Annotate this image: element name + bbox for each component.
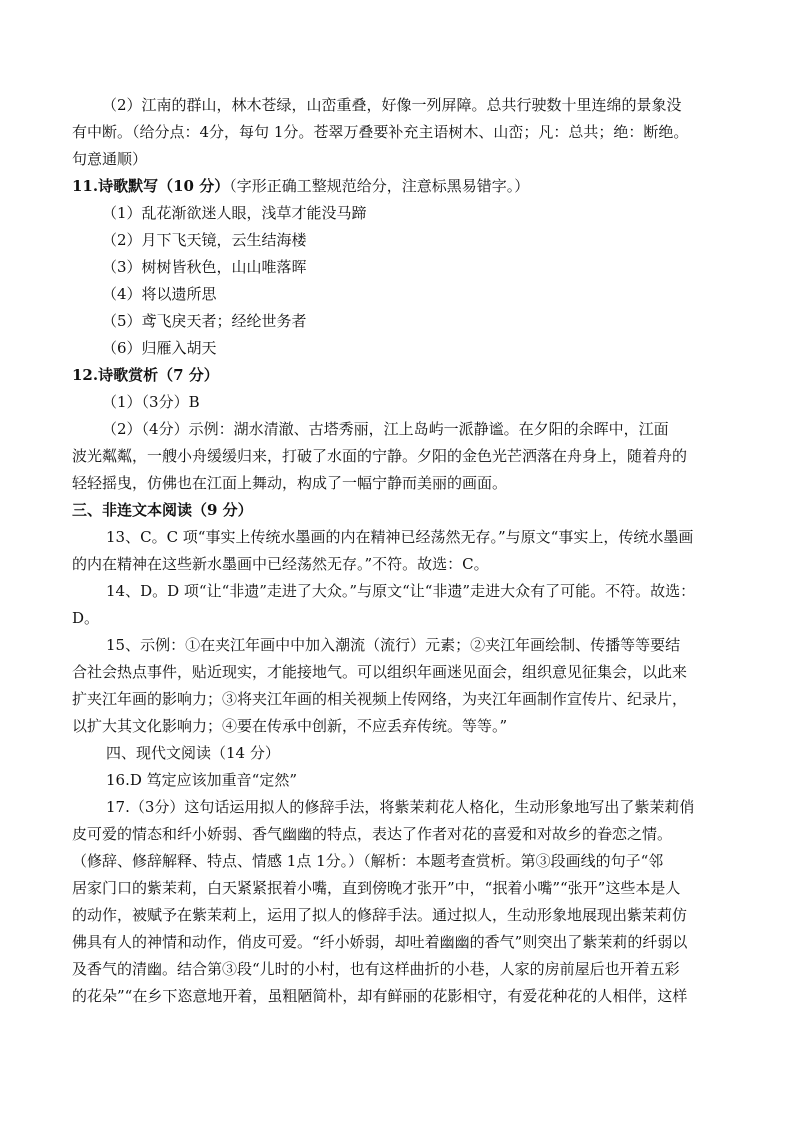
text-line bbox=[72, 821, 732, 848]
line-text: 以扩大其文化影响力；④要在传承中创新，不应丢弃传统。等等。” bbox=[72, 717, 508, 735]
text-line bbox=[72, 254, 732, 281]
text-line bbox=[72, 983, 732, 1010]
line-text: （1）（3分）B bbox=[102, 393, 200, 411]
text-line bbox=[72, 794, 732, 821]
line-text: （2）月下飞天镜，云生结海楼 bbox=[102, 231, 307, 249]
line-text: 14、D。D 项“让“非遗”走进了大众。”与原文“让“非遗”走进大众有了可能。不符。故选： bbox=[106, 582, 696, 600]
section-heading: 11.诗歌默写（10 分） bbox=[72, 177, 230, 195]
text-line bbox=[72, 902, 732, 929]
line-text: （5）鸢飞戾天者；经纶世务者 bbox=[102, 312, 307, 330]
text-line bbox=[72, 551, 732, 578]
text-line bbox=[72, 227, 732, 254]
text-line bbox=[72, 119, 732, 146]
line-text: 的内在精神在这些新水墨画中已经荡然无存。”不符。故选：C。 bbox=[72, 555, 489, 573]
text-line bbox=[72, 578, 732, 605]
text-line bbox=[72, 443, 732, 470]
line-text: （6）归雁入胡天 bbox=[102, 339, 217, 357]
text-line bbox=[72, 848, 732, 875]
line-text: （3）树树皆秋色，山山唯落晖 bbox=[102, 258, 307, 276]
text-line bbox=[72, 659, 732, 686]
line-text: 居家门口的紫茉莉，白天紧紧抿着小嘴，直到傍晚才张开”中，“抿着小嘴”“张开”这些本是人 bbox=[72, 879, 681, 897]
text-line bbox=[72, 416, 732, 443]
line-text: （4）将以遗所思 bbox=[102, 285, 217, 303]
text-line bbox=[72, 200, 732, 227]
line-text: 合社会热点事件，贴近现实，才能接地气。可以组织年画迷见面会，组织意见征集会，以此来 bbox=[72, 663, 688, 681]
line-text: 扩夹江年画的影响力；③将夹江年画的相关视频上传网络，为夹江年画制作宣传片、纪录片， bbox=[72, 690, 688, 708]
line-text: （2）（4分）示例：湖水清澈、古塔秀丽，江上岛屿一派静谧。在夕阳的余晖中，江面 bbox=[102, 420, 669, 438]
text-line bbox=[72, 470, 732, 497]
line-text: 佛具有人的神情和动作，俏皮可爱。“纤小娇弱，却吐着幽幽的香气”则突出了紫茉莉的纤弱以 bbox=[72, 933, 688, 951]
section-heading-line bbox=[72, 362, 732, 389]
line-text: （字形正确工整规范给分，注意标黑易错字。） bbox=[229, 177, 530, 195]
text-line bbox=[72, 281, 732, 308]
line-text: （2）江南的群山，林木苍绿，山峦重叠，好像一列屏障。总共行驶数十里连绵的景象没 bbox=[102, 96, 682, 114]
section-heading: 12.诗歌赏析（7 分） bbox=[72, 366, 219, 384]
section-heading-line bbox=[72, 497, 732, 524]
line-text: （1）乱花渐欲迷人眼，浅草才能没马蹄 bbox=[102, 204, 367, 222]
line-text: （修辞、修辞解释、特点、情感 1点 1分。）（解析：本题考查赏析。第③段画线的句子“邻 bbox=[72, 852, 664, 870]
text-line bbox=[72, 929, 732, 956]
answer-text-block bbox=[72, 92, 732, 1010]
line-text: 轻轻摇曳，仿佛也在江面上舞动，构成了一幅宁静而美丽的画面。 bbox=[72, 474, 508, 492]
line-text: 17.（3分）这句话运用拟人的修辞手法，将紫茉莉花人格化，生动形象地写出了紫茉莉俏 bbox=[106, 798, 695, 816]
line-text: 16.D 笃定应该加重音“定然” bbox=[106, 771, 297, 789]
text-line bbox=[72, 956, 732, 983]
text-line bbox=[72, 524, 732, 551]
line-text: 波光粼粼，一艘小舟缓缓归来，打破了水面的宁静。夕阳的金色光芒洒落在舟身上，随着舟的 bbox=[72, 447, 688, 465]
line-text: 13、C。C 项“事实上传统水墨画的内在精神已经荡然无存。”与原文“事实上，传统水墨画 bbox=[106, 528, 694, 546]
text-line bbox=[72, 713, 732, 740]
line-text: 的花朵”“在乡下恣意地开着，虽粗陋简朴，却有鲜丽的花影相守，有爱花种花的人相伴，这样 bbox=[72, 987, 688, 1005]
text-line bbox=[72, 389, 732, 416]
text-line bbox=[72, 92, 732, 119]
text-line bbox=[72, 308, 732, 335]
line-text: 的动作，被赋予在紫茉莉上，运用了拟人的修辞手法。通过拟人，生动形象地展现出紫茉莉仿 bbox=[72, 906, 688, 924]
text-line bbox=[72, 686, 732, 713]
text-line bbox=[72, 875, 732, 902]
line-text: 有中断。（给分点：4分，每句 1分。苍翠万叠要补充主语树木、山峦；凡：总共；绝：断绝。 bbox=[72, 123, 689, 141]
text-line bbox=[72, 740, 732, 767]
text-line bbox=[72, 605, 732, 632]
line-text: 皮可爱的情态和纤小娇弱、香气幽幽的特点，表达了作者对花的喜爱和对故乡的眷恋之情。 bbox=[72, 825, 673, 843]
text-line bbox=[72, 335, 732, 362]
text-line bbox=[72, 146, 732, 173]
line-text: 及香气的清幽。结合第③段“儿时的小村，也有这样曲折的小巷，人家的房前屋后也开着五彩 bbox=[72, 960, 680, 978]
section-heading: 三、非连文本阅读（9 分） bbox=[72, 501, 253, 519]
line-text: 句意通顺） bbox=[72, 150, 148, 168]
text-line bbox=[72, 767, 732, 794]
text-line bbox=[72, 632, 732, 659]
line-text: D。 bbox=[72, 609, 100, 627]
section-heading-line bbox=[72, 173, 732, 200]
line-text: 15、示例：①在夹江年画中中加入潮流（流行）元素；②夹江年画绘制、传播等等要结 bbox=[106, 636, 681, 654]
line-text: 四、现代文阅读（14 分） bbox=[106, 744, 280, 762]
